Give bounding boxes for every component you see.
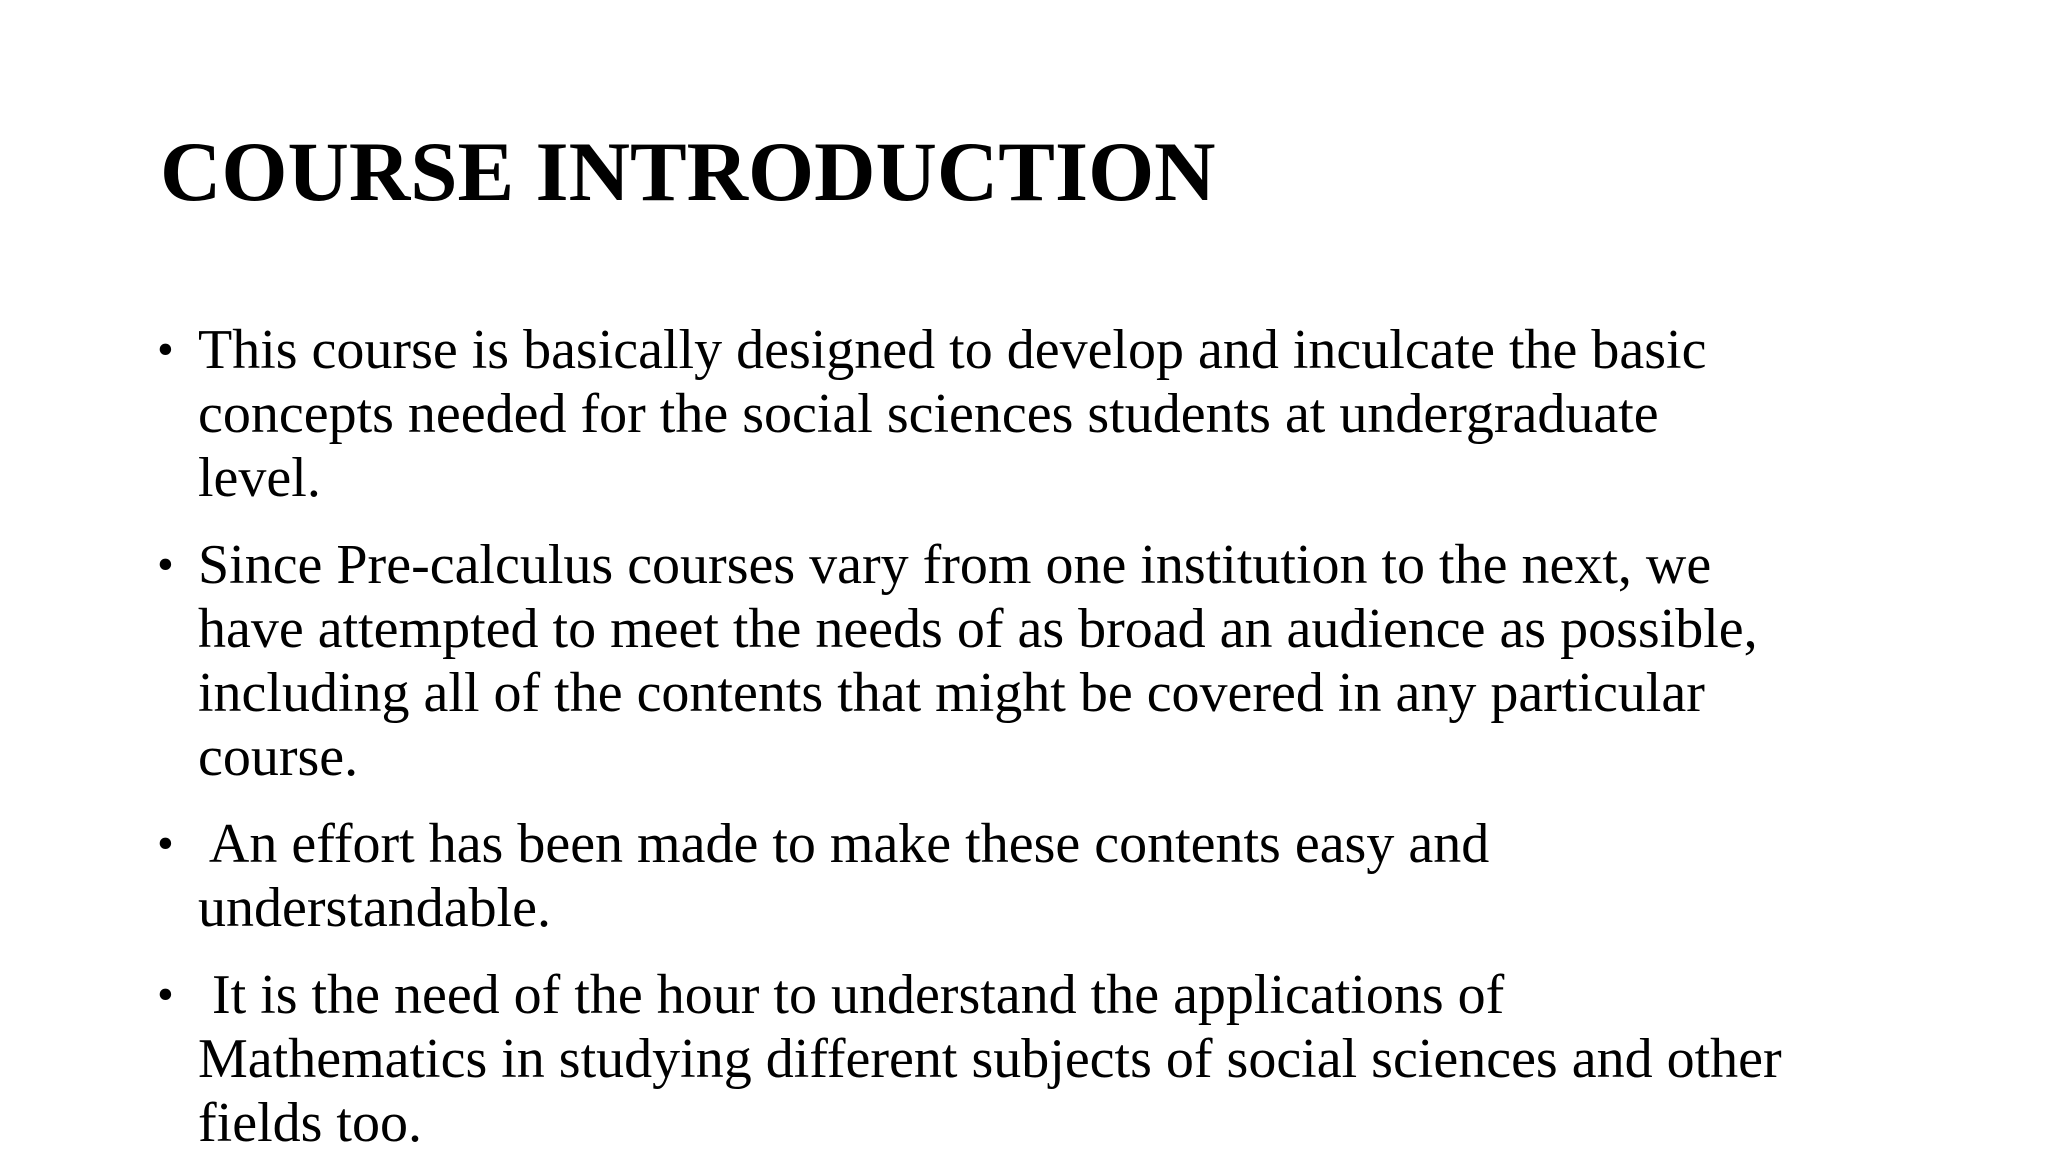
bullet-item-1 <box>157 318 1917 510</box>
bullet-2-line-4: course. <box>198 726 359 788</box>
bullet-icon: • <box>157 323 174 376</box>
slide-title: COURSE INTRODUCTION <box>160 125 1216 219</box>
bullet-4-line-3: fields too. <box>198 1092 422 1152</box>
bullet-icon: • <box>157 538 174 591</box>
bullet-icon: • <box>157 968 174 1021</box>
bullet-2-line-1: Since Pre-calculus courses vary from one institution to the next, we <box>198 534 1712 596</box>
bullet-2-line-3: including all of the contents that might be covered in any particular <box>198 662 1705 724</box>
bullet-item-2 <box>157 533 1917 789</box>
bullet-4-line-2: Mathematics in studying different subjects of social sciences and other <box>198 1028 1782 1090</box>
bullet-item-3 <box>157 812 1917 940</box>
bullet-1-line-1: This course is basically designed to develop and inculcate the basic <box>198 319 1707 381</box>
bullet-1-line-2: concepts needed for the social sciences students at undergraduate <box>198 383 1659 445</box>
bullet-4-line-1: It is the need of the hour to understand the applications of <box>198 964 1505 1026</box>
bullet-list <box>157 318 1917 1152</box>
bullet-1-line-3: level. <box>198 447 321 509</box>
bullet-2-line-2: have attempted to meet the needs of as broad an audience as possible, <box>198 598 1758 660</box>
bullet-3-line-1: An effort has been made to make these contents easy and <box>198 813 1490 875</box>
bullet-icon: • <box>157 817 174 870</box>
bullet-3-line-2: understandable. <box>198 877 551 939</box>
bullet-item-4 <box>157 963 1917 1152</box>
